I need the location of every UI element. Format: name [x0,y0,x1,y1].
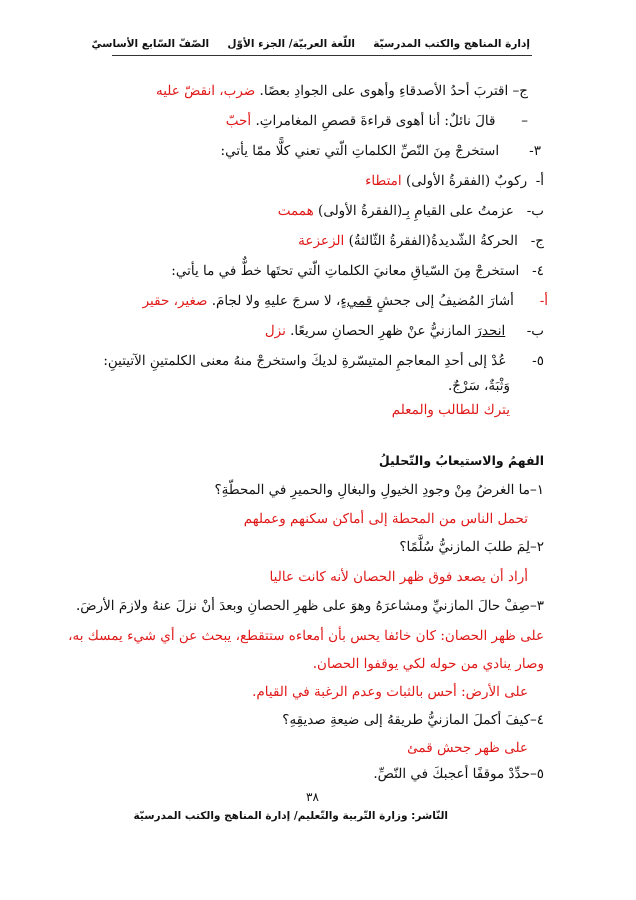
item-answer: الزعزعة [298,233,345,249]
q3-item-c [298,232,544,250]
page-header [91,38,530,50]
comp-question-5 [373,765,544,783]
vocab-question-3 [221,142,541,160]
question-number: ٣– [529,598,544,614]
q5-words [448,377,510,395]
vocab-question-5 [103,352,544,370]
comp-question-3 [76,597,544,615]
question-number: ٤- [532,263,544,279]
question-number: ٢– [529,539,544,555]
answer-text: يترك للطالب والمعلم [391,402,510,418]
comp-question-4 [282,711,544,729]
item-text: قالَ نائلٌ: أنا أهوى قراءةَ قصصِ المغامراتِ. [255,113,496,129]
words-text: وَثْبَةٌ، سَرْجٌ. [447,378,510,394]
q3-item-a [365,172,544,190]
header-publisher: إدارة المناهج والكتب المدرسيّة [373,38,530,50]
section-heading: الفهمُ والاستيعابُ والتّحليلُ [378,453,544,468]
comp-question-2 [399,538,544,556]
item-label: ب- [526,323,544,339]
page-number: ٣٨ [306,790,319,804]
q4-item-b [265,322,544,340]
item-text: اقتربَ أحدُ الأصدقاءِ وأهوى على الجوادِ بعصًا. [259,83,509,99]
item-answer: نزل [264,323,286,339]
item-answer: امتطاء [365,173,402,189]
question-text: صِفْ حالَ المازنيِّ ومشاعرَهُ وهوَ على ظهرِ الحصانِ وبعدَ أنْ نزلَ عنهُ ولازمَ الأرضَ. [75,598,530,614]
question-text: لِمَ طلبَ المازنيُّ سُلَّمًا؟ [399,539,530,555]
item-answer: أحبّ [225,113,252,129]
header-divider [112,55,532,56]
question-number: ٤– [529,712,544,728]
question-number: ٥– [529,766,544,782]
item-text: عزمتُ على القيامِ بِـ(الفقرةُ الأولى) [318,203,514,219]
item-label: – [521,113,528,129]
q3-item-b [278,202,544,220]
header-grade: الصّفّ السّابع الأساسيّ [91,38,210,50]
question-text: ما الغرضُ مِنْ وجودِ الخيولِ والبغالِ والحميرِ في المحطّةِ؟ [214,482,530,498]
answer-text: على ظهر الحصان: كان خائفا يحس بأن أمعاءه ستتقطع، يبحث عن أي شيء يمسك به، [68,628,544,644]
question-text: استخرجْ مِنَ السّياقِ معانيَ الكلماتِ الّتي تحتَها خطٌّ في ما يأتي: [171,263,520,279]
item-answer: صغير، حقير [142,293,208,309]
item-label: ج- [530,233,544,249]
comp-answer-1 [244,510,528,528]
item-text: ركوبٌ (الفقرةُ الأولى) [405,173,528,189]
item-label: ب- [526,203,544,219]
comp-answer-3-line3 [252,683,528,701]
item-text-rest: المازنيُّ عنْ ظهرِ الحصانِ سريعًا. [290,323,472,339]
question-number: ١– [529,482,544,498]
answer-text: أراد أن يصعد فوق ظهر الحصان لأنه كانت عاليا [269,569,528,585]
item-answer: ضرب، انقضّ عليه [155,83,256,99]
comp-answer-2 [270,568,528,586]
answer-text: على ظهر جحش قمئ [407,740,528,756]
page-footer: النّاشر: وزارة التّربية والتّعليم/ إدارة المناهج والكتب المدرسيّة [133,810,448,822]
comp-answer-3-line1 [68,627,544,645]
underlined-word: قميءٍ [340,293,373,309]
vocab-item-c [156,82,528,100]
comp-answer-4 [407,739,528,757]
item-text: أشارَ المُضيفُ إلى جحشٍ [376,293,514,309]
vocab-item-dash [226,112,528,130]
answer-text: على الأرض: أحس بالثبات وعدم الرغبة في القيام. [252,684,528,700]
answer-text: تحمل الناس من المحطة إلى أماكن سكنهم وعملهم [243,511,528,527]
underlined-word: انحدرَ [475,323,506,339]
item-label: أ- [535,173,544,189]
comp-question-1 [214,481,544,499]
item-answer: هممت [277,203,314,219]
q5-answer [392,401,510,419]
question-text: حدِّدْ موقفًا أعجبكَ في النّصِّ. [373,766,530,782]
question-text: عُدْ إلى أحدِ المعاجمِ المتيسّرةِ لديكَ واستخرجْ منهُ معنى الكلمتينِ الآتيتينِ: [103,353,507,369]
item-text-rest: ، لا سرجَ عليهِ ولا لجامَ. [211,293,341,309]
question-number: ٥- [532,353,544,369]
question-text: كيفَ أكملَ المازنيُّ طريقهُ إلى ضيعةِ صديقِهِ؟ [282,712,530,728]
answer-text: وصار ينادي من حوله لكي يوقفوا الحصان. [312,656,544,672]
question-text: استخرجْ مِنَ النّصِّ الكلماتِ الّتي تعني كلًّا ممّا يأتي: [220,143,500,159]
question-number: ٣- [529,143,541,159]
header-subject: اللّغة العربيّة/ الجزء الأوّل [227,38,356,50]
item-label: ج– [512,83,528,99]
item-label: أ- [539,293,548,309]
item-text: الحركةُ الشّديدةُ(الفقرةُ الثّالثةُ) [348,233,518,249]
vocab-question-4 [171,262,544,280]
comp-answer-3-line2 [313,655,544,673]
q4-item-a [143,292,548,310]
